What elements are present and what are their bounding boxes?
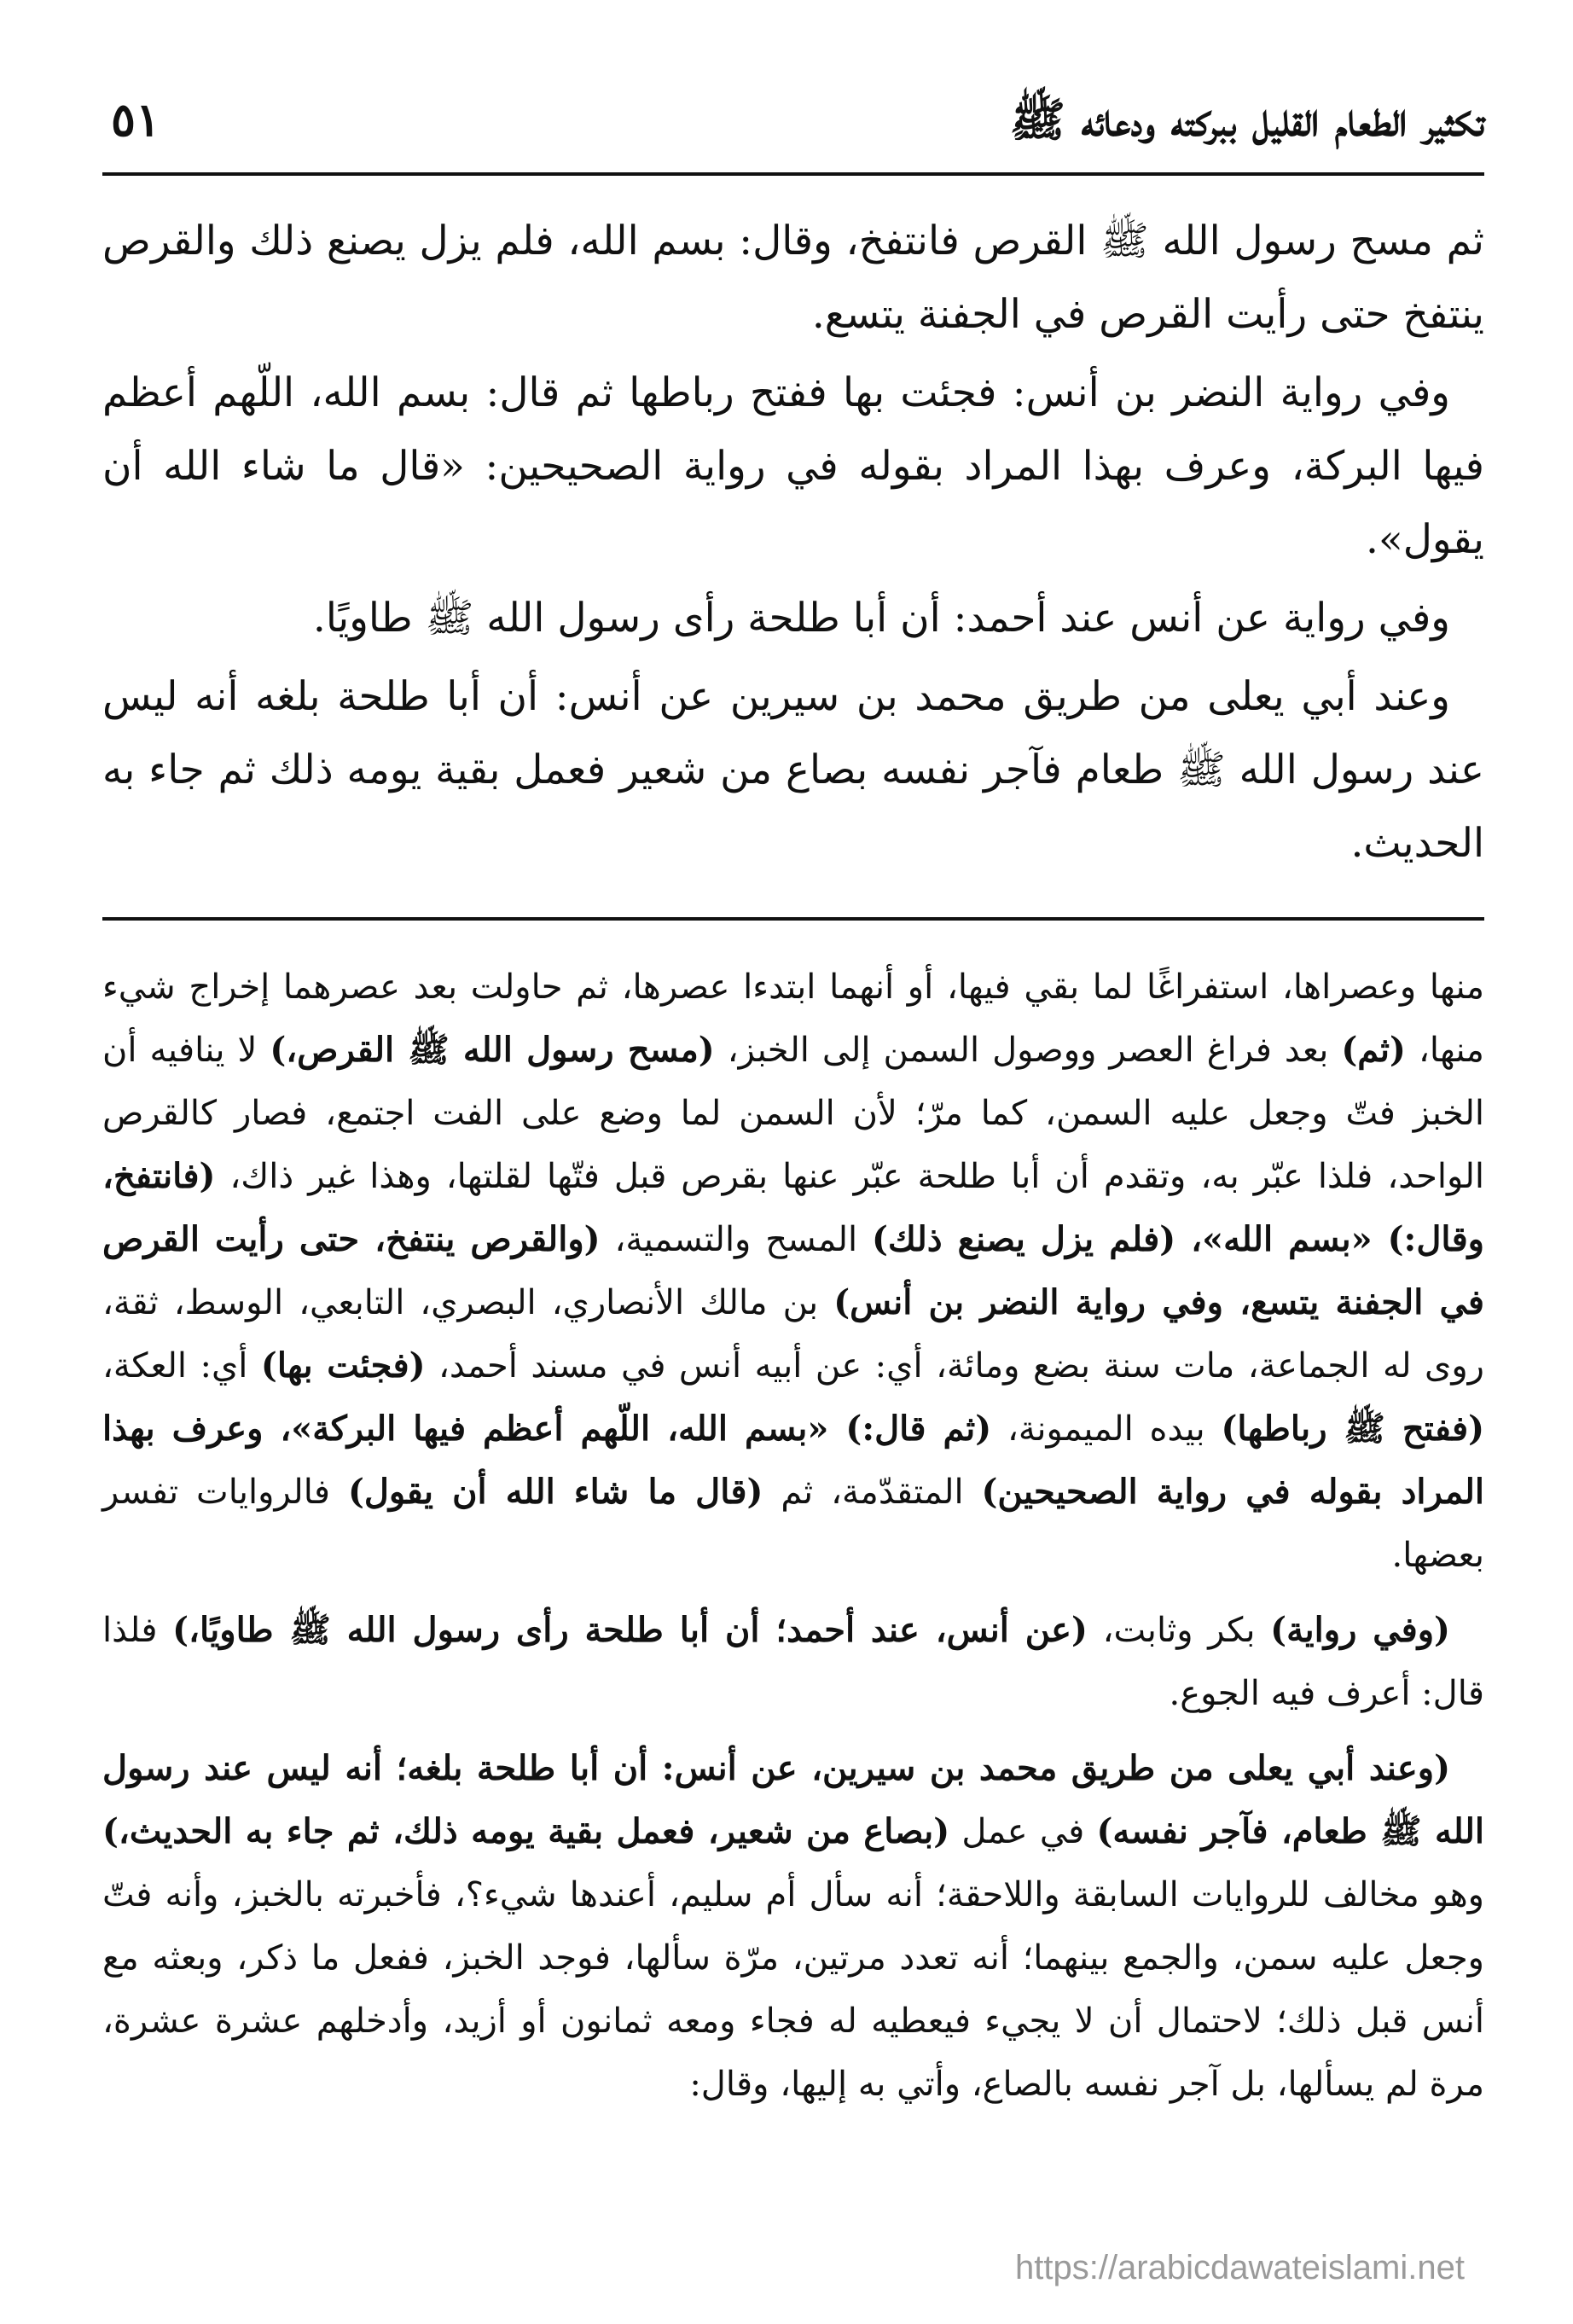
quoted-matn: (فجئت بها) [260, 1345, 426, 1386]
quoted-matn: (ثم قال:) «بسم الله، اللّهم أعظم فيها البركة»، وعرف بهذا المراد بقوله في رواية الصحيحين) [102, 1409, 1485, 1512]
commentary-text-run: المسح والتسمية، [600, 1220, 872, 1259]
commentary-text-run: فلذا قال: أعرف فيه الجوع. [102, 1611, 1484, 1713]
quoted-matn: (ففتح ﷺ رباطها) [1221, 1409, 1485, 1449]
header-divider [102, 172, 1484, 176]
quoted-matn: (والقرص ينتفخ، حتى رأيت القرص في الجفنة يتسع، وفي رواية النضر بن أنس) [102, 1219, 1485, 1322]
main-paragraph-4: وعند أبي يعلى من طريق محمد بن سيرين عن أنس: أن أبا طلحة بلغه أنه ليس عند رسول الله ﷺ طعام فآجر نفسه بصاع من شعير فعمل بقية يومه ذلك ثم جاء به الحديث. [102, 673, 1484, 867]
page-number: ٥١ [111, 92, 161, 147]
commentary-text-run: أي: العكة، [102, 1346, 261, 1386]
quoted-matn: (ثم) [1341, 1030, 1406, 1070]
commentary-text-run: بعد فراغ العصر ووصول السمن إلى الخبز، [714, 1031, 1342, 1070]
section-divider [102, 917, 1484, 921]
main-paragraph-1: ثم مسح رسول الله ﷺ القرص فانتفخ، وقال: بسم الله، فلم يزل يصنع ذلك والقرص ينتفخ حتى رأيت القرص في الجفنة يتسع. [102, 218, 1484, 338]
quoted-matn: (وفي رواية) [1270, 1610, 1450, 1650]
commentary-paragraph-1 [102, 956, 1484, 1587]
chapter-title: تكثير الطعام القليل ببركته ودعائه ﷺ [1009, 92, 1484, 147]
quoted-matn: (عن أنس، عند أحمد؛ أن أبا طلحة رأى رسول الله ﷺ طاويًا،) [172, 1610, 1088, 1650]
commentary-text-run: المتقدّمة، ثم [763, 1473, 982, 1512]
quoted-matn: (فانتفخ، وقال:) «بسم الله»، (فلم يزل يصنع ذلك) [102, 1156, 1485, 1259]
main-paragraph-3: وفي رواية عن أنس عند أحمد: أن أبا طلحة رأى رسول الله ﷺ طاويًا. [312, 595, 1450, 642]
quoted-matn: (قال ما شاء الله أن يقول) [347, 1472, 763, 1512]
commentary-text-run: وهو مخالف للروايات السابقة واللاحقة؛ أنه سأل أم سليم، أعندها شيء؟، فأخبرته بالخبز، وأنه فتّ وجعل عليه سمن، والجمع بينهما؛ أنه تعدد مرتين، مرّة سألها، فوجد الخبز، ففعل ما ذكر، وبعثه مع أنس قبل ذلك؛ لاحتمال أن لا يجيء فيعطيه له فجاء ومعه ثمانون أو أزيد، وأدخلهم عشرة عشرة، مرة لم يسألها، بل آجر نفسه بالصاع، وأتي به إليها، وقال: [102, 1875, 1484, 2104]
commentary-text-run: بن مالك الأنصاري، البصري، التابعي، الوسط، ثقة، روى له الجماعة، مات سنة بضع ومائة، أي: عن أبيه أنس في مسند أحمد، [102, 1283, 1484, 1386]
commentary-paragraph-2 [102, 1599, 1484, 1725]
commentary-text-run: بيده الميمونة، [991, 1409, 1222, 1449]
commentary-text-run: لا ينافيه أن الخبز فتّ وجعل عليه السمن، كما مرّ؛ لأن السمن لما وضع على الفت اجتمع، فصار كالقرص الواحد، فلذا عبّر به، وتقدم أن أبا طلحة عبّر عنها بقرص قبل فتّها لقلتها، وهذا غير ذاك، [102, 1031, 1484, 1196]
quoted-matn: (مسح رسول الله ﷺ القرص،) [270, 1030, 715, 1070]
quoted-matn: (بصاع من شعير، فعمل بقية يومه ذلك، ثم جاء به الحديث،) [102, 1811, 950, 1851]
commentary-text-run: فالروايات تفسر بعضها. [102, 1473, 1484, 1575]
running-header [102, 81, 1484, 183]
commentary-paragraph-3 [102, 1737, 1484, 2116]
main-text [102, 205, 1484, 886]
quoted-matn: (وعند أبي يعلى من طريق محمد بن سيرين، عن أنس: أن أبا طلحة بلغه؛ أنه ليس عند رسول الله ﷺ طعام، فآجر نفسه) [102, 1748, 1484, 1851]
commentary-text-run: في عمل [949, 1812, 1097, 1851]
commentary-text-run: بكر وثابت، [1087, 1611, 1271, 1650]
commentary-text-run: منها وعصراها، استفراغًا لما بقي فيها، أو أنهما ابتدءا عصرها، ثم حاولت بعد عصرهما إخراج شيء منها، [102, 967, 1484, 1070]
watermark-url: https://arabicdawateislami.net [1015, 2249, 1465, 2286]
main-paragraph-2: وفي رواية النضر بن أنس: فجئت بها ففتح رباطها ثم قال: بسم الله، اللّهم أعظم فيها البركة، وعرف بهذا المراد بقوله في رواية الصحيحين: «قال ما شاء الله أن يقول». [102, 369, 1484, 563]
commentary-text [102, 956, 1484, 2128]
